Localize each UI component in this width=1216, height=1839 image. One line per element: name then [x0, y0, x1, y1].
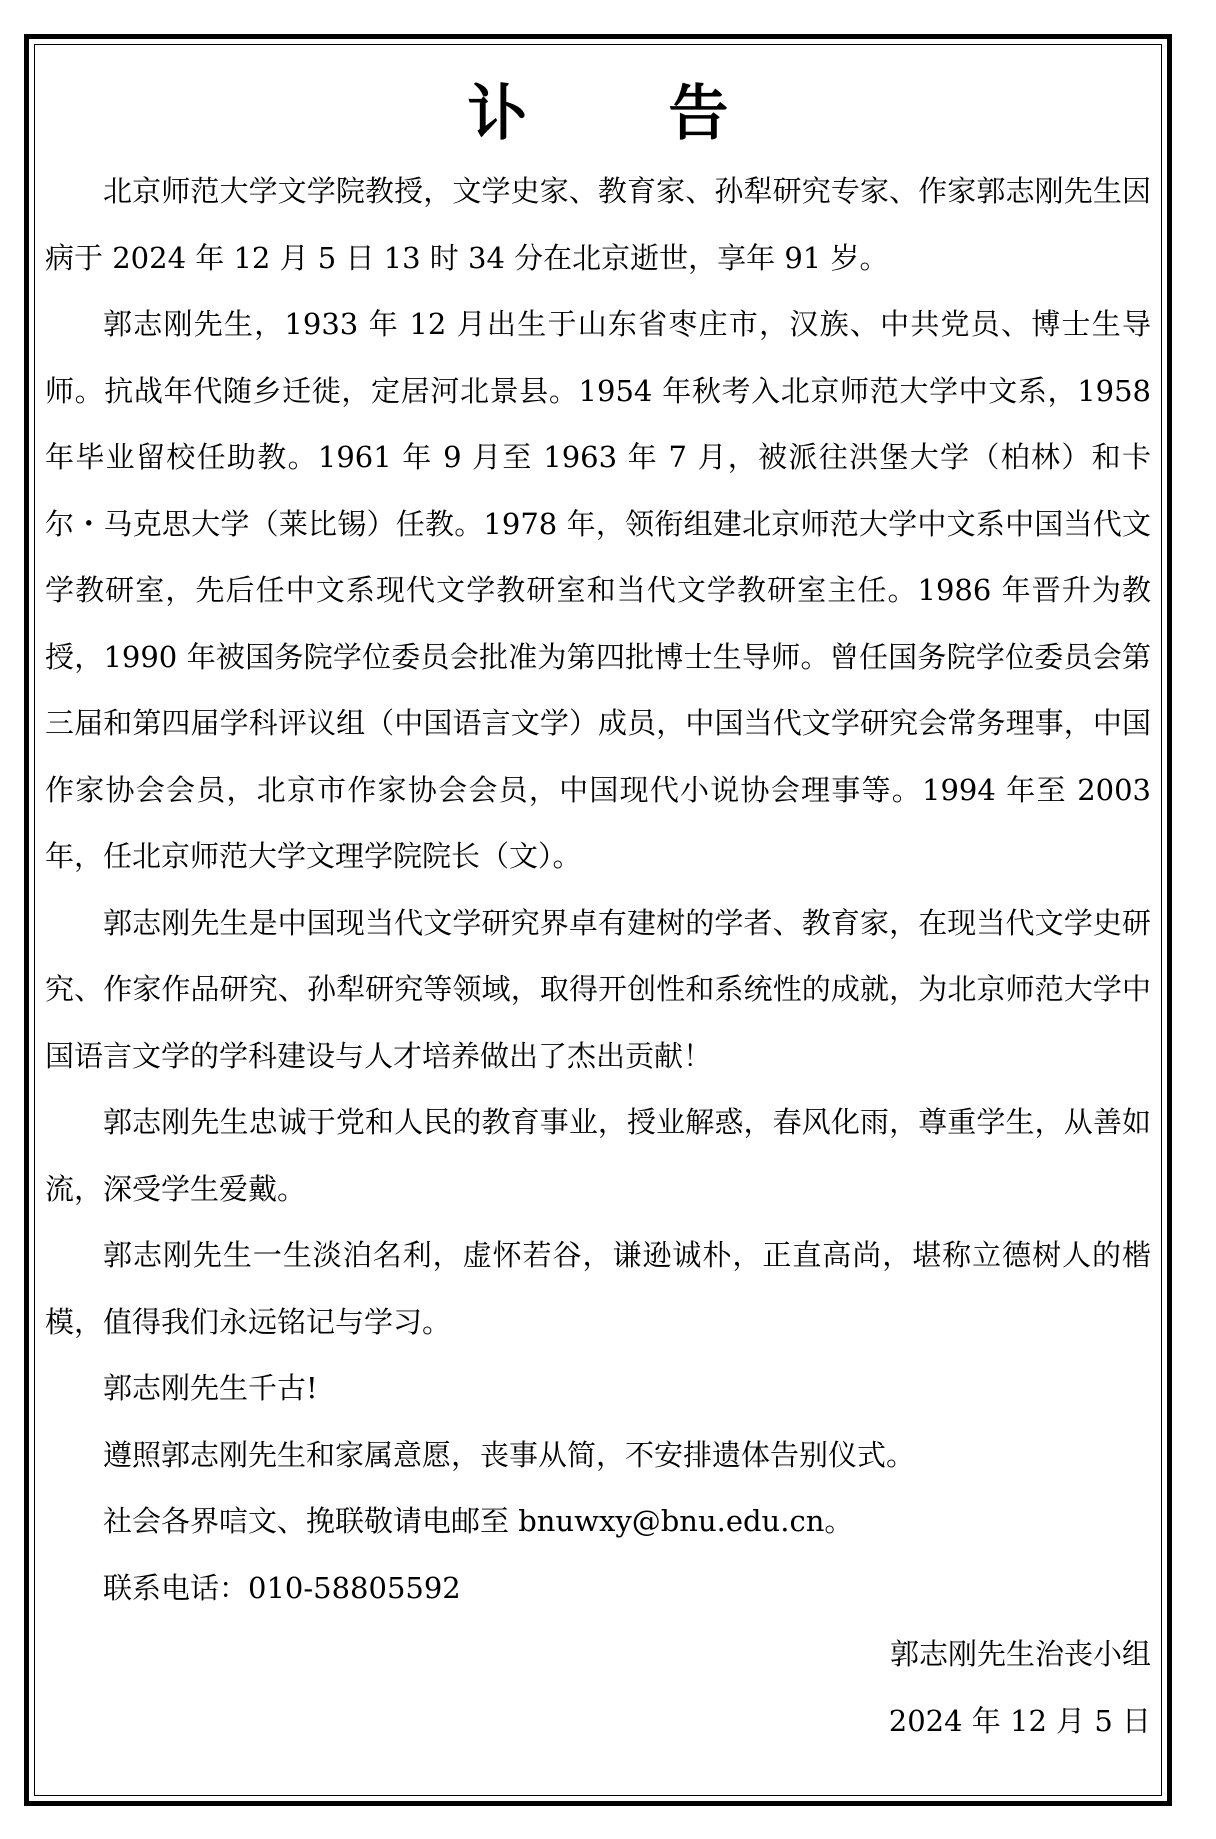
paragraph-character: 郭志刚先生一生淡泊名利，虚怀若谷，谦逊诚朴，正直高尚，堪称立德树人的楷模，值得我们永远铭记与学习。 — [45, 1238, 1151, 1339]
obituary-title: 讣 告 — [467, 79, 789, 149]
paragraph-funeral-arrangement: 遵照郭志刚先生和家属意愿，丧事从简，不安排遗体告别仪式。 — [103, 1437, 916, 1472]
paragraph-contact-phone: 联系电话：010-58805592 — [103, 1570, 461, 1605]
signature-date: 2024 年 12 月 5 日 — [888, 1703, 1151, 1738]
paragraph-announcement: 北京师范大学文学院教授，文学史家、教育家、孙犁研究专家、作家郭志刚先生因病于 2024 年 12 月 5 日 13 时 34 分在北京逝世，享年 91 岁。 — [45, 174, 1151, 275]
paragraph-biography: 郭志刚先生，1933 年 12 月出生于山东省枣庄市，汉族、中共党员、博士生导师。抗战年代随乡迁徙，定居河北景县。1954 年秋考入北京师范大学中文系，1958 年毕业留校任助教。1961 年 9 月至 1963 年 7 月，被派往洪堡大学（柏林）和卡尔・马克思大学（莱比锡）任教。1978 年，领衔组建北京师范大学中文系中国当代文学教研室，先后任中文系现代文学教研室和当代文学教研室主任。1986 年晋升为教授，1990 年被国务院学位委员会批准为第四批博士生导师。曾任国务院学位委员会第三届和第四届学科评议组（中国语言文学）成员，中国当代文学研究会常务理事，中国作家协会会员，北京市作家协会会员，中国现代小说协会理事等。1994 年至 2003 年，任北京师范大学文理学院院长（文）。 — [45, 307, 1151, 873]
paragraph-achievements: 郭志刚先生是中国现当代文学研究界卓有建树的学者、教育家，在现当代文学史研究、作家作品研究、孙犁研究等领域，取得开创性和系统性的成就，为北京师范大学中国语言文学的学科建设与人才培养做出了杰出贡献！ — [45, 905, 1151, 1073]
signature-organization: 郭志刚先生治丧小组 — [889, 1637, 1151, 1671]
signature-block — [45, 1621, 1151, 1754]
paragraph-teaching: 郭志刚先生忠诚于党和人民的教育事业，授业解惑，春风化雨，尊重学生，从善如流，深受学生爱戴。 — [45, 1105, 1151, 1206]
obituary-document — [45, 70, 1151, 1754]
paragraph-condolence-email: 社会各界唁文、挽联敬请电邮至 bnuwxy@bnu.edu.cn。 — [103, 1504, 854, 1538]
paragraph-farewell: 郭志刚先生千古! — [103, 1371, 318, 1405]
